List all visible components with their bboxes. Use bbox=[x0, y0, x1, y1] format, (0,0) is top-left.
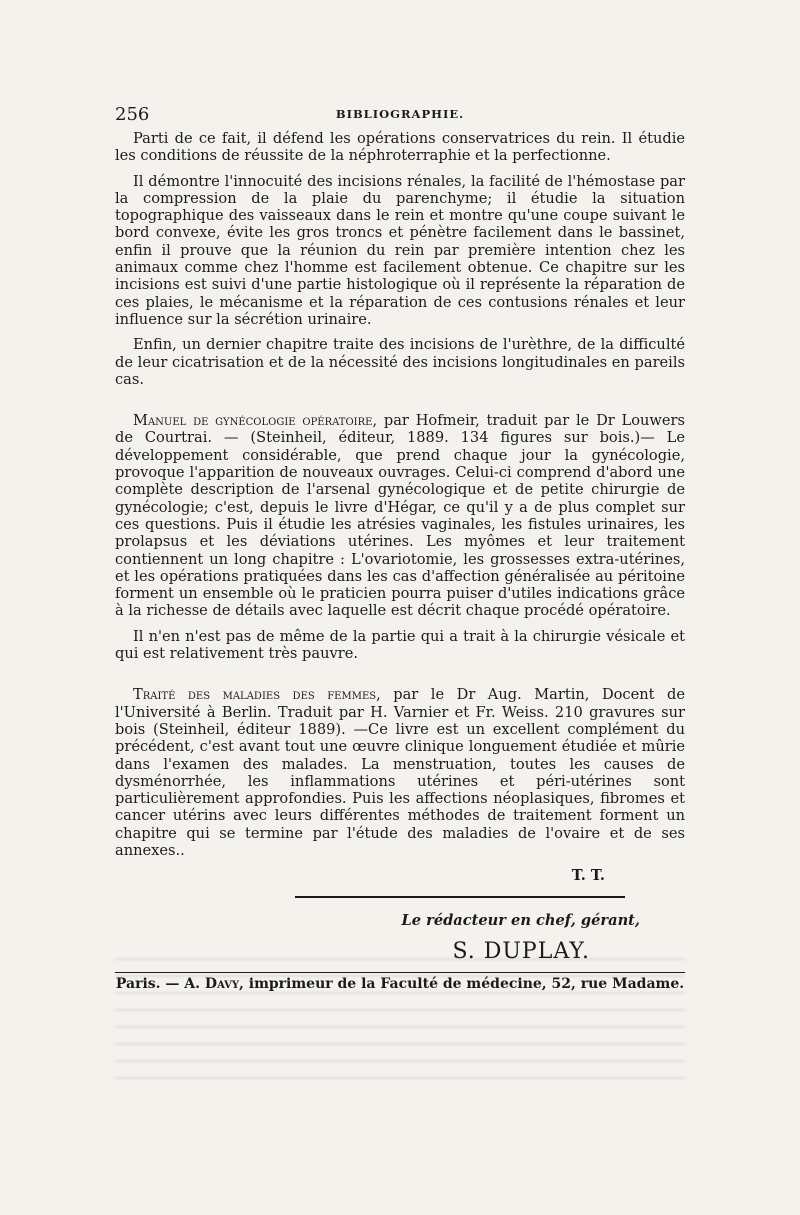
editor-role: Le rédacteur en chef, gérant, bbox=[401, 912, 640, 930]
imprint-name: Davy, bbox=[204, 976, 244, 993]
imprint-rest: imprimeur de la Faculté de médecine, 52, rue Madame. bbox=[243, 976, 685, 993]
review-body: par Hofmeir, traduit par le Dr Louwers de Courtrai. — (Steinheil, éditeur, 1889. 134 figures sur bois.)— Le développement considérable, que prend chaque jour la gynécologie, provoque l'apparition de nouveaux ouvrages. Celui-ci comprend d'abord une complète description de l'arsenal gynécologique et de petite chirurgie de gynécologie; c'est, depuis le livre d'Hégar, ce qu'il y a de plus complet sur ces questions. Puis il étudie les atrésies vaginales, les fistules urinaires, les prolapsus et les déviations utérines. Les myômes et leur traitement contiennent un long chapitre : L'ovariotomie, les grossesses extra-utérines, et les opérations pratiquées dans les cas d'affection généralisée au péritoine forment un ensemble où le praticien pourra puiser d'utiles indications grâce à la richesse de détails avec laquelle est décrit chaque procédé opératoire. bbox=[115, 412, 686, 620]
paragraph: Il n'en n'est pas de même de la partie qui a trait à la chirurgie vésicale et qui est relativement très pauvre. bbox=[115, 627, 685, 663]
page-header bbox=[115, 104, 685, 130]
editor-name: S. DUPLAY. bbox=[452, 939, 590, 965]
paragraph: Il démontre l'innocuité des incisions rénales, la facilité de l'hémostase par la compression de la plaie du parenchyme; il étudie la situation topographique des vaisseaux dans le rein et montre qu'une coupe suivant le bord convexe, évite les gros troncs et pénètre facilement dans le bassinet, enfin il prouve que la réunion du rein par première intention chez les animaux comme chez l'homme est facilement obtenue. Ce chapitre sur les incisions est suivi d'une partie histologique où il représente la réparation de ces plaies, le mécanisme et la réparation de ces contusions rénales et leur influence sur la sécrétion urinaire. bbox=[115, 172, 685, 328]
running-head: BIBLIOGRAPHIE. bbox=[335, 107, 465, 121]
review-title: Traité des maladies des femmes, bbox=[133, 686, 381, 704]
review-title: Manuel de gynécologie opératoire, bbox=[133, 412, 378, 430]
review-body: par le Dr Aug. Martin, Docent de l'Université à Berlin. Traduit par H. Varnier et Fr. Weiss. 210 gravures sur bois (Steinheil, éditeur 1889). —Ce livre est un excellent complément du précédent, c'est avant tout une œuvre clinique longuement étudiée et mûrie dans l'examen des malades. La menstruation, toutes les causes de dysménorrhée, les inflammations utérines et péri-utérines sont particulièrement approfondies. Puis les affections néoplasiques, fibromes et cancer utérins avec leurs différentes méthodes de traitement forment un chapitre qui se termine par l'étude des maladies de l'ovaire et de ses annexes.. bbox=[115, 686, 685, 859]
imprint-prefix: Paris. — A. bbox=[115, 976, 201, 993]
paragraph: Parti de ce fait, il défend les opérations conservatrices du rein. Il étudie les conditions de réussite de la néphroterraphie et la perfectionne. bbox=[115, 130, 685, 165]
divider-rule bbox=[295, 896, 625, 898]
printer-imprint bbox=[115, 976, 685, 992]
paragraph: Enfin, un dernier chapitre traite des incisions de l'urèthre, de la difficulté de leur cicatrisation et de la nécessité des incisions longitudinales en pareils cas. bbox=[115, 336, 685, 388]
text-column bbox=[115, 104, 685, 992]
divider-rule bbox=[115, 972, 685, 973]
page-number: 256 bbox=[115, 104, 150, 125]
review-martin bbox=[115, 686, 685, 859]
reviewer-initials: T. T. bbox=[571, 867, 605, 885]
review-hofmeir bbox=[115, 412, 685, 620]
